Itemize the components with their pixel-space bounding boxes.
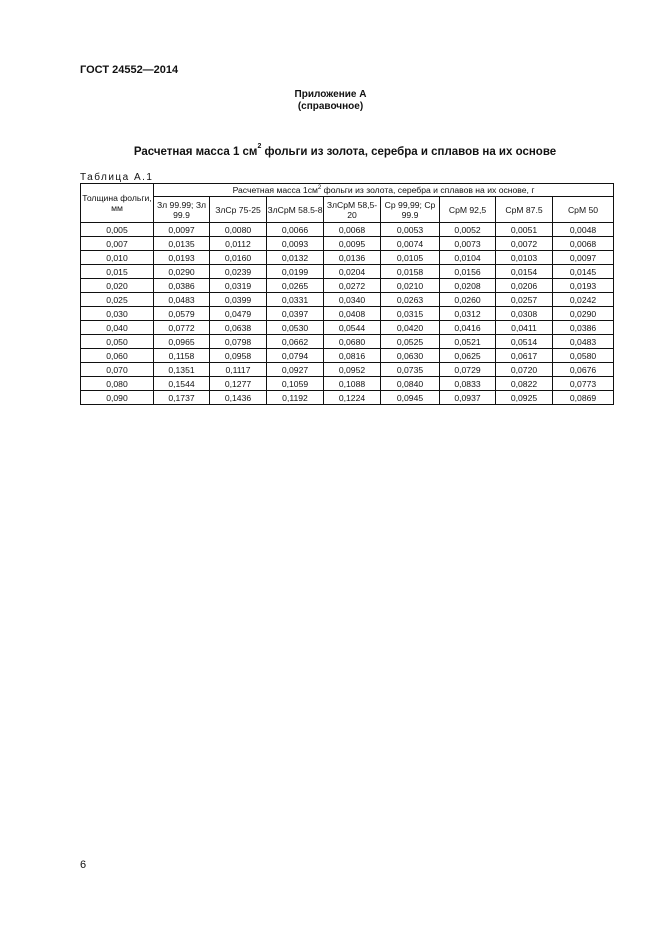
mass-cell: 0,0154 bbox=[496, 265, 553, 279]
mass-cell: 0,1117 bbox=[210, 363, 267, 377]
mass-cell: 0,0135 bbox=[154, 237, 210, 251]
mass-cell: 0,0952 bbox=[324, 363, 381, 377]
mass-cell: 0,0112 bbox=[210, 237, 267, 251]
mass-cell: 0,0319 bbox=[210, 279, 267, 293]
mass-cell: 0,0104 bbox=[440, 251, 496, 265]
mass-cell: 0,0103 bbox=[496, 251, 553, 265]
mass-cell: 0,0312 bbox=[440, 307, 496, 321]
mass-cell: 0,0257 bbox=[496, 293, 553, 307]
mass-cell: 0,0145 bbox=[553, 265, 614, 279]
section-title-part2: фольги из золота, серебра и сплавов на их основе bbox=[261, 146, 557, 158]
mass-cell: 0,0772 bbox=[154, 321, 210, 335]
section-title-sup: 2 bbox=[257, 143, 262, 150]
mass-cell: 0,0265 bbox=[267, 279, 324, 293]
mass-group-header bbox=[154, 184, 614, 197]
mass-cell: 0,0925 bbox=[496, 391, 553, 405]
mass-cell: 0,0132 bbox=[267, 251, 324, 265]
thickness-cell: 0,025 bbox=[81, 293, 154, 307]
column-header: ЗлСр 75-25 bbox=[210, 197, 267, 223]
mass-cell: 0,0411 bbox=[496, 321, 553, 335]
mass-cell: 0,0272 bbox=[324, 279, 381, 293]
mass-cell: 0,0204 bbox=[324, 265, 381, 279]
mass-cell: 0,0521 bbox=[440, 335, 496, 349]
table-row bbox=[81, 377, 614, 391]
mass-cell: 0,0097 bbox=[154, 223, 210, 237]
document-header: ГОСТ 24552—2014 bbox=[80, 64, 179, 76]
mass-cell: 0,0420 bbox=[381, 321, 440, 335]
mass-cell: 0,0525 bbox=[381, 335, 440, 349]
column-header: СрМ 50 bbox=[553, 197, 614, 223]
mass-cell: 0,0580 bbox=[553, 349, 614, 363]
mass-cell: 0,0676 bbox=[553, 363, 614, 377]
mass-cell: 0,0199 bbox=[267, 265, 324, 279]
mass-cell: 0,0308 bbox=[496, 307, 553, 321]
mass-cell: 0,0399 bbox=[210, 293, 267, 307]
thickness-cell: 0,010 bbox=[81, 251, 154, 265]
mass-cell: 0,0260 bbox=[440, 293, 496, 307]
mass-cell: 0,0869 bbox=[553, 391, 614, 405]
section-title-part1: Расчетная масса 1 см bbox=[133, 146, 258, 158]
appendix-subtitle: (справочное) bbox=[297, 101, 364, 112]
mass-cell: 0,0544 bbox=[324, 321, 381, 335]
mass-cell: 0,0068 bbox=[553, 237, 614, 251]
mass-cell: 0,0068 bbox=[324, 223, 381, 237]
table-row bbox=[81, 363, 614, 377]
thickness-cell: 0,020 bbox=[81, 279, 154, 293]
mass-cell: 0,0093 bbox=[267, 237, 324, 251]
mass-cell: 0,0798 bbox=[210, 335, 267, 349]
mass-cell: 0,0158 bbox=[381, 265, 440, 279]
mass-cell: 0,0662 bbox=[267, 335, 324, 349]
column-header: СрМ 87.5 bbox=[496, 197, 553, 223]
mass-cell: 0,1059 bbox=[267, 377, 324, 391]
table-row bbox=[81, 307, 614, 321]
mass-cell: 0,0958 bbox=[210, 349, 267, 363]
table-row bbox=[81, 265, 614, 279]
mass-cell: 0,0073 bbox=[440, 237, 496, 251]
appendix-title: Приложение А bbox=[294, 89, 367, 100]
mass-table bbox=[80, 183, 614, 405]
mass-cell: 0,0290 bbox=[154, 265, 210, 279]
table-container bbox=[80, 183, 613, 405]
mass-cell: 0,1277 bbox=[210, 377, 267, 391]
mass-cell: 0,0386 bbox=[553, 321, 614, 335]
mass-cell: 0,0773 bbox=[553, 377, 614, 391]
mass-cell: 0,0794 bbox=[267, 349, 324, 363]
table-row bbox=[81, 251, 614, 265]
mass-cell: 0,0625 bbox=[440, 349, 496, 363]
mass-cell: 0,1436 bbox=[210, 391, 267, 405]
mass-cell: 0,0638 bbox=[210, 321, 267, 335]
mass-cell: 0,0048 bbox=[553, 223, 614, 237]
mass-cell: 0,0239 bbox=[210, 265, 267, 279]
mass-cell: 0,0097 bbox=[553, 251, 614, 265]
mass-group-header-sup: 2 bbox=[317, 185, 322, 191]
mass-cell: 0,0080 bbox=[210, 223, 267, 237]
mass-cell: 0,0822 bbox=[496, 377, 553, 391]
mass-cell: 0,1737 bbox=[154, 391, 210, 405]
mass-cell: 0,0095 bbox=[324, 237, 381, 251]
mass-cell: 0,0479 bbox=[210, 307, 267, 321]
mass-cell: 0,0052 bbox=[440, 223, 496, 237]
mass-cell: 0,1192 bbox=[267, 391, 324, 405]
mass-cell: 0,0514 bbox=[496, 335, 553, 349]
mass-cell: 0,0386 bbox=[154, 279, 210, 293]
mass-cell: 0,0937 bbox=[440, 391, 496, 405]
thickness-cell: 0,015 bbox=[81, 265, 154, 279]
mass-cell: 0,0530 bbox=[267, 321, 324, 335]
thickness-header: Толщина фольги, мм bbox=[81, 184, 154, 223]
thickness-cell: 0,005 bbox=[81, 223, 154, 237]
thickness-cell: 0,090 bbox=[81, 391, 154, 405]
column-header: Ср 99,99; Ср 99.9 bbox=[381, 197, 440, 223]
mass-cell: 0,1088 bbox=[324, 377, 381, 391]
mass-cell: 0,0340 bbox=[324, 293, 381, 307]
mass-cell: 0,0208 bbox=[440, 279, 496, 293]
mass-cell: 0,0965 bbox=[154, 335, 210, 349]
table-row bbox=[81, 293, 614, 307]
mass-cell: 0,0816 bbox=[324, 349, 381, 363]
mass-cell: 0,0680 bbox=[324, 335, 381, 349]
mass-cell: 0,0072 bbox=[496, 237, 553, 251]
mass-cell: 0,0242 bbox=[553, 293, 614, 307]
table-row bbox=[81, 279, 614, 293]
mass-cell: 0,0156 bbox=[440, 265, 496, 279]
table-row bbox=[81, 349, 614, 363]
mass-cell: 0,0263 bbox=[381, 293, 440, 307]
table-row bbox=[81, 391, 614, 405]
column-header: ЗлСрМ 58.5-8 bbox=[267, 197, 324, 223]
mass-cell: 0,0160 bbox=[210, 251, 267, 265]
mass-cell: 0,0397 bbox=[267, 307, 324, 321]
mass-cell: 0,0833 bbox=[440, 377, 496, 391]
mass-cell: 0,0206 bbox=[496, 279, 553, 293]
mass-cell: 0,1158 bbox=[154, 349, 210, 363]
mass-cell: 0,1544 bbox=[154, 377, 210, 391]
mass-group-header-part2: фольги из золота, серебра и сплавов на их основе, г bbox=[321, 185, 535, 195]
mass-cell: 0,0720 bbox=[496, 363, 553, 377]
mass-cell: 0,0290 bbox=[553, 307, 614, 321]
column-header: СрМ 92,5 bbox=[440, 197, 496, 223]
mass-cell: 0,0105 bbox=[381, 251, 440, 265]
mass-cell: 0,1351 bbox=[154, 363, 210, 377]
mass-cell: 0,0416 bbox=[440, 321, 496, 335]
table-row bbox=[81, 223, 614, 237]
table-row bbox=[81, 321, 614, 335]
mass-cell: 0,0210 bbox=[381, 279, 440, 293]
mass-cell: 0,0945 bbox=[381, 391, 440, 405]
appendix-heading bbox=[0, 89, 661, 113]
thickness-cell: 0,030 bbox=[81, 307, 154, 321]
mass-cell: 0,1224 bbox=[324, 391, 381, 405]
thickness-cell: 0,060 bbox=[81, 349, 154, 363]
mass-cell: 0,0053 bbox=[381, 223, 440, 237]
column-header: Зл 99.99; Зл 99.9 bbox=[154, 197, 210, 223]
mass-cell: 0,0617 bbox=[496, 349, 553, 363]
thickness-cell: 0,040 bbox=[81, 321, 154, 335]
mass-cell: 0,0735 bbox=[381, 363, 440, 377]
mass-cell: 0,0408 bbox=[324, 307, 381, 321]
mass-cell: 0,0074 bbox=[381, 237, 440, 251]
mass-cell: 0,0840 bbox=[381, 377, 440, 391]
column-header: ЗлСрМ 58,5-20 bbox=[324, 197, 381, 223]
mass-cell: 0,0331 bbox=[267, 293, 324, 307]
mass-cell: 0,0729 bbox=[440, 363, 496, 377]
mass-cell: 0,0483 bbox=[154, 293, 210, 307]
mass-cell: 0,0193 bbox=[553, 279, 614, 293]
page-number: 6 bbox=[80, 859, 87, 871]
thickness-cell: 0,007 bbox=[81, 237, 154, 251]
mass-cell: 0,0579 bbox=[154, 307, 210, 321]
mass-cell: 0,0051 bbox=[496, 223, 553, 237]
mass-cell: 0,0483 bbox=[553, 335, 614, 349]
table-row bbox=[81, 237, 614, 251]
mass-cell: 0,0066 bbox=[267, 223, 324, 237]
thickness-cell: 0,070 bbox=[81, 363, 154, 377]
mass-cell: 0,0193 bbox=[154, 251, 210, 265]
mass-cell: 0,0630 bbox=[381, 349, 440, 363]
thickness-cell: 0,080 bbox=[81, 377, 154, 391]
table-row bbox=[81, 335, 614, 349]
mass-cell: 0,0315 bbox=[381, 307, 440, 321]
mass-cell: 0,0927 bbox=[267, 363, 324, 377]
mass-group-header-part1: Расчетная масса 1см bbox=[232, 185, 318, 195]
mass-cell: 0,0136 bbox=[324, 251, 381, 265]
table-caption: Таблица А.1 bbox=[80, 172, 154, 183]
thickness-cell: 0,050 bbox=[81, 335, 154, 349]
section-title bbox=[0, 143, 661, 158]
